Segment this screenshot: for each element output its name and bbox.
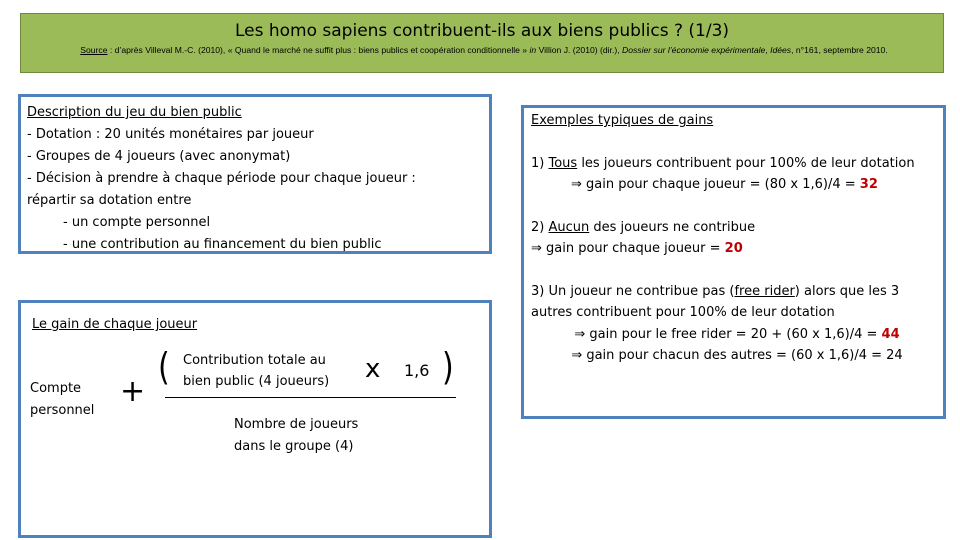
source-idees: Idées: [770, 45, 792, 55]
ex2-value: 20: [724, 241, 743, 256]
ex2-underlined: Aucun: [548, 219, 590, 235]
description-line: - Dotation : 20 unités monétaires par joueur: [27, 127, 314, 142]
ex3-underlined: free rider: [734, 283, 795, 299]
description-heading: Description du jeu du bien public: [27, 105, 242, 120]
denominator-line-2: dans le groupe (4): [234, 439, 354, 454]
description-box: [18, 94, 492, 254]
description-subitem: - un compte personnel: [63, 215, 211, 230]
ex3-value: 44: [881, 326, 900, 342]
close-paren: ): [442, 345, 454, 390]
ex2-post: des joueurs ne contribue: [589, 219, 756, 235]
denominator: [234, 414, 358, 458]
example-2: [531, 217, 943, 239]
fraction-bar: [165, 397, 456, 398]
example-3-result-1: [531, 324, 943, 346]
examples-heading: Exemples typiques de gains: [531, 113, 714, 128]
description-content: [27, 102, 416, 256]
description-line: - Groupes de 4 joueurs (avec anonymat): [27, 149, 291, 164]
ex1-arrow-text: ⇒ gain pour chaque joueur = (80 x 1,6)/4 =: [571, 177, 860, 192]
source-text-4: , n°161, septembre 2010.: [791, 45, 888, 55]
example-2-result: [531, 238, 943, 260]
source-text-1: : d’après Villeval M.-C. (2010), « Quand le marché ne suffit plus : biens publics et coopération conditionnelle »: [107, 45, 528, 55]
example-3: [531, 281, 943, 324]
personal-account-label: [30, 378, 94, 422]
ex2-pre: 2): [531, 219, 549, 235]
example-3-result-2: ⇒ gain pour chacun des autres = (60 x 1,6)/4 = 24: [571, 348, 903, 363]
ex1-pre: 1): [531, 155, 549, 171]
source-label: Source: [80, 45, 108, 55]
numerator-line-2: bien public (4 joueurs): [183, 374, 330, 389]
source-text-2: Villion J. (2010) (dir.),: [538, 45, 622, 55]
title-banner: [20, 13, 944, 73]
source-citation: [33, 44, 935, 57]
ex1-post: les joueurs contribuent pour 100% de leur dotation: [577, 155, 915, 171]
ex2-arrow-text: ⇒ gain pour chaque joueur =: [531, 241, 725, 256]
source-text-3: ,: [765, 45, 771, 55]
numerator-line-1: Contribution totale au: [183, 353, 326, 368]
source-in: in: [527, 45, 539, 55]
denominator-line-1: Nombre de joueurs: [234, 417, 359, 432]
source-dossier: Dossier sur l’économie expérimentale: [622, 45, 766, 55]
description-line: - Décision à prendre à chaque période pour chaque joueur :: [27, 171, 416, 186]
page-title: Les homo sapiens contribuent-ils aux biens publics ? (1/3): [234, 21, 730, 41]
times-sign: x: [365, 354, 381, 384]
multiplier-value: 1,6: [404, 361, 430, 380]
example-1-result: [531, 174, 943, 196]
ex3-arrow-text-1: ⇒ gain pour le free rider = 20 + (60 x 1,6)/4 =: [574, 326, 882, 342]
ex1-value: 32: [859, 177, 878, 192]
numerator: [183, 350, 329, 392]
ex3-post: ) alors que les 3 autres contribuent pour 100% de leur dotation: [531, 283, 900, 320]
personnel-label: personnel: [30, 403, 95, 418]
gain-heading: Le gain de chaque joueur: [32, 317, 198, 332]
ex1-underlined: Tous: [548, 155, 578, 171]
example-1: [531, 153, 943, 175]
examples-content: [531, 110, 943, 367]
description-subitem: - une contribution au financement du bien public: [63, 237, 382, 252]
open-paren: (: [158, 345, 170, 390]
compte-label: Compte: [30, 381, 82, 396]
ex3-pre: 3) Un joueur ne contribue pas (: [531, 283, 735, 299]
description-line: répartir sa dotation entre: [27, 193, 192, 208]
plus-sign: +: [120, 374, 146, 409]
